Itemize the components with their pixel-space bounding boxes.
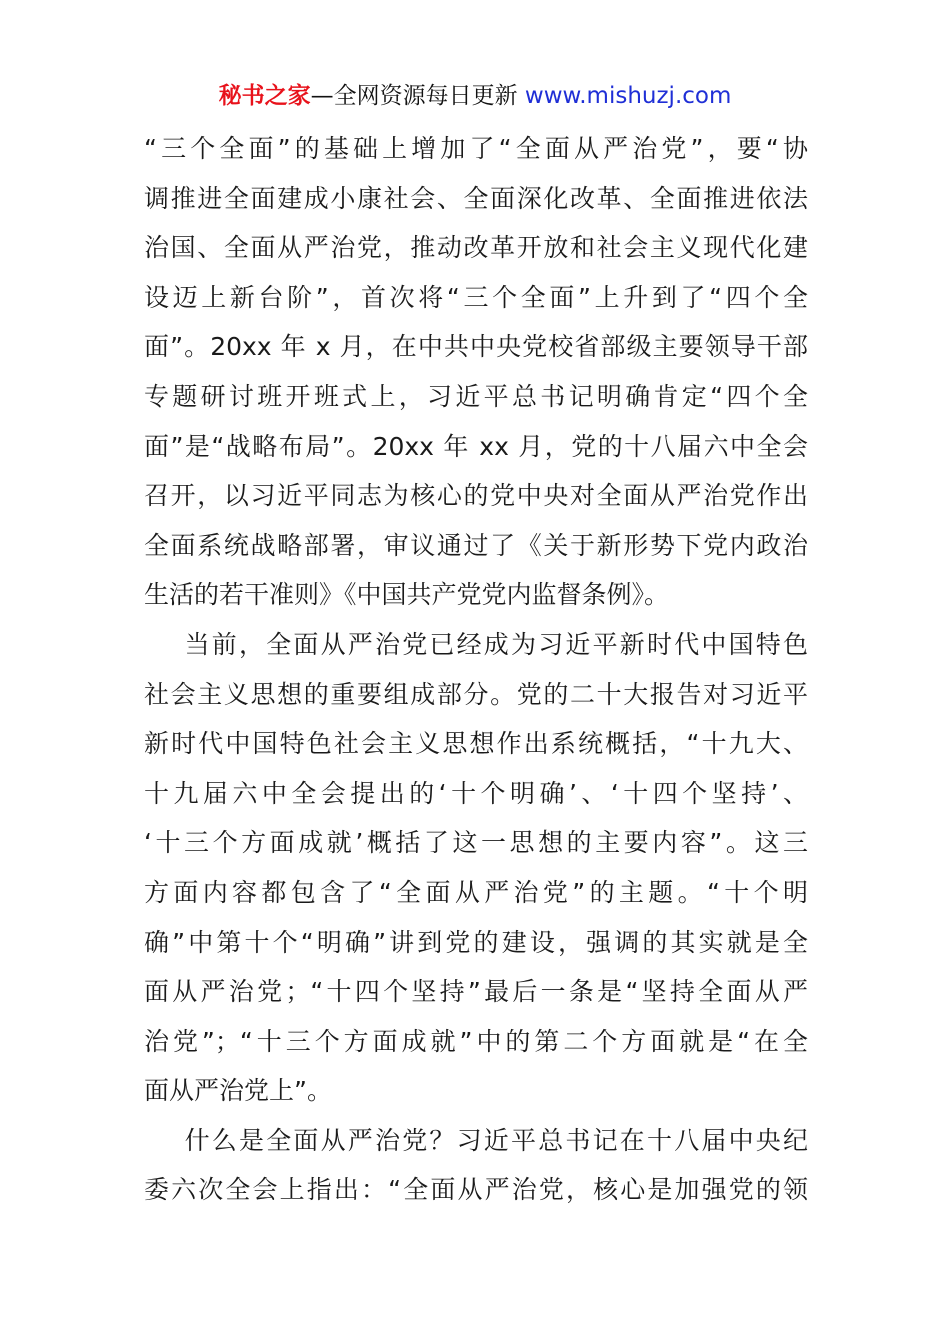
text-line: 面”是“战略布局”。20xx 年 xx 月，党的十八届六中全会 bbox=[144, 431, 808, 461]
text-line: 设迈上新台阶”，首次将“三个全面”上升到了“四个全 bbox=[144, 282, 808, 312]
text-line: 面从严治党上”。 bbox=[144, 1076, 332, 1106]
text-line: 召开，以习近平同志为核心的党中央对全面从严治党作出 bbox=[144, 481, 808, 511]
text-line: 调推进全面建成小康社会、全面深化改革、全面推进依法 bbox=[144, 183, 808, 213]
header-url-link[interactable]: www.mishuzj.com bbox=[524, 83, 732, 109]
text-line: 方面内容都包含了“全面从严治党”的主题。“十个明 bbox=[144, 877, 808, 907]
brand-name: 秘书之家 bbox=[218, 83, 311, 109]
body-text bbox=[144, 124, 808, 1215]
text-line: 十九届六中全会提出的‘十个明确’、‘十四个坚持’、 bbox=[144, 778, 808, 808]
page-header bbox=[0, 80, 950, 112]
text-line: 委六次全会上指出：“全面从严治党，核心是加强党的领 bbox=[144, 1175, 808, 1205]
text-line: 新时代中国特色社会主义思想作出系统概括，“十九大、 bbox=[144, 729, 808, 759]
text-line: 当前，全面从严治党已经成为习近平新时代中国特色 bbox=[144, 629, 808, 659]
text-line: 面从严治党；“十四个坚持”最后一条是“坚持全面从严 bbox=[144, 977, 808, 1007]
text-line: 确”中第十个“明确”讲到党的建设，强调的其实就是全 bbox=[144, 927, 808, 957]
text-line: 社会主义思想的重要组成部分。党的二十大报告对习近平 bbox=[144, 679, 808, 709]
text-line: 全面系统战略部署，审议通过了《关于新形势下党内政治 bbox=[144, 530, 808, 560]
text-line: ‘十三个方面成就’概括了这一思想的主要内容”。这三 bbox=[144, 828, 808, 858]
text-line: 治国、全面从严治党，推动改革开放和社会主义现代化建 bbox=[144, 233, 808, 263]
text-line: 面”。20xx 年 x 月，在中共中央党校省部级主要领导干部 bbox=[144, 332, 808, 362]
text-line: 专题研讨班开班式上，习近平总书记明确肯定“四个全 bbox=[144, 381, 808, 411]
text-line: “三个全面”的基础上增加了“全面从严治党”，要“协 bbox=[144, 134, 808, 163]
text-line: 治党”；“十三个方面成就”中的第二个方面就是“在全 bbox=[144, 1026, 808, 1056]
header-tagline: —全网资源每日更新 bbox=[310, 83, 525, 109]
text-line: 生活的若干准则》《中国共产党党内监督条例》。 bbox=[144, 580, 670, 610]
text-line: 什么是全面从严治党？习近平总书记在十八届中央纪 bbox=[144, 1125, 808, 1155]
